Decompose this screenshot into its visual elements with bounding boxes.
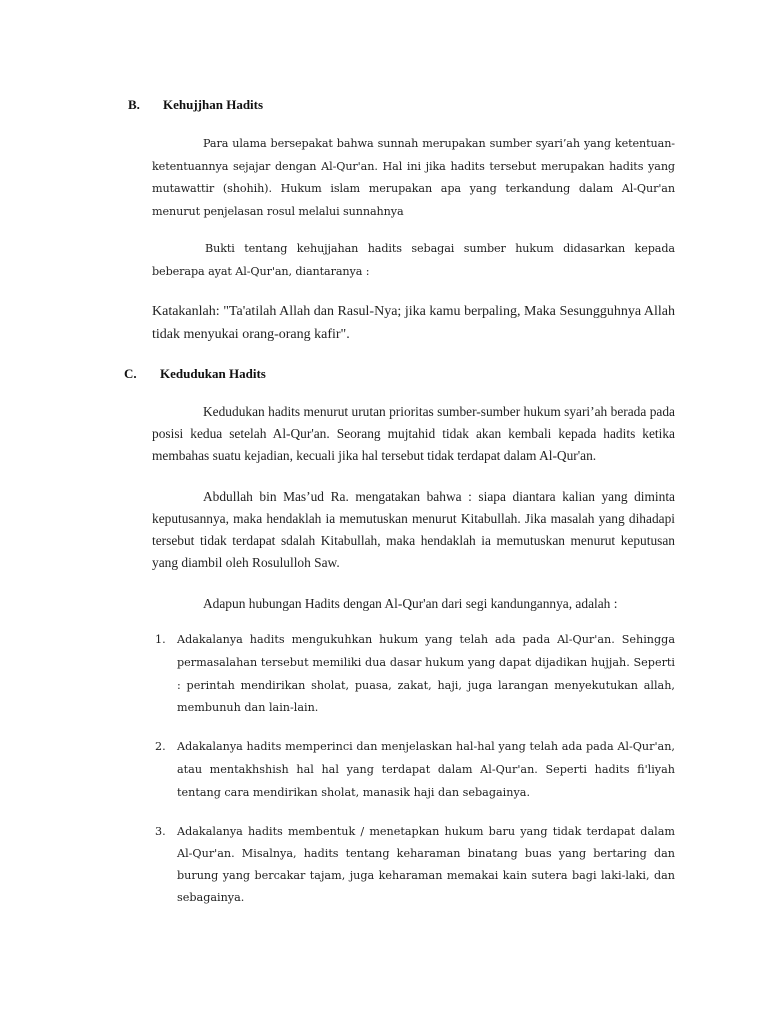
hadith-relations-list-3 bbox=[155, 821, 675, 909]
section-c-title: Kedudukan Hadits bbox=[160, 366, 266, 381]
section-b-label: B. bbox=[128, 97, 140, 112]
list-item-number: 3. bbox=[155, 825, 166, 838]
list-item-number: 2. bbox=[155, 740, 166, 753]
list-item-text: Adakalanya hadits membentuk / menetapkan hukum baru yang tidak terdapat dalam Al-Qur'an. Misalnya, hadits tentang keharaman binatang buas yang bertaring dan burung yang bercakar tajam, juga keharaman memakai kain sutera bagi laki-laki, dan sebagainya. bbox=[177, 825, 675, 904]
quran-quote: Katakanlah: "Ta'atilah Allah dan Rasul-Nya; jika kamu berpaling, Maka Sesungguhnya Allah tidak menyukai orang-orang kafir". bbox=[152, 304, 675, 342]
hadith-relations-list bbox=[155, 629, 675, 720]
list-item-text: Adakalanya hadits mengukuhkan hukum yang telah ada pada Al-Qur'an. Sehingga permasalahan tersebut memiliki dua dasar hukum yang dapat dijadikan hujjah. Seperti : perintah mendirikan sholat, puasa, zakat, haji, juga larangan menyekutukan allah, membunuh dan lain-lain. bbox=[177, 633, 675, 715]
section-b-paragraph-2: Bukti tentang kehujjahan hadits sebagai sumber hukum didasarkan kepada beberapa ayat Al-Qur'an, diantaranya : bbox=[152, 242, 675, 278]
section-b-title: Kehujjhan Hadits bbox=[163, 97, 264, 112]
section-b-paragraph-1: Para ulama bersepakat bahwa sunnah merupakan sumber syari’ah yang ketentuan-ketentuannya sejajar dengan Al-Qur'an. Hal ini jika hadits tersebut merupakan hadits yang mutawattir (shohih). Hukum islam merupakan apa yang terkandung dalam Al-Qur'an menurut penjelasan rosul melalui sunnahnya bbox=[152, 137, 675, 218]
section-c-label: C. bbox=[124, 366, 137, 381]
section-c-paragraph-3: Adapun hubungan Hadits dengan Al-Qur'an dari segi kandungannya, adalah : bbox=[203, 596, 618, 611]
section-c-paragraph-2: Abdullah bin Mas’ud Ra. mengatakan bahwa : siapa diantara kalian yang diminta keputusannya, maka hendaklah ia memutuskan menurut Kitabullah. Jika masalah yang dihadapi tersebut tidak terdapat sdalah Kitabullah, maka hendaklah ia memutuskan menurut keputusan yang diambil oleh Rosululloh Saw. bbox=[152, 489, 675, 570]
list-item-number: 1. bbox=[155, 633, 166, 646]
hadith-relations-list-2 bbox=[155, 736, 675, 804]
list-item-text: Adakalanya hadits memperinci dan menjelaskan hal-hal yang telah ada pada Al-Qur'an, atau mentakhshish hal hal yang terdapat dalam Al-Qur'an. Seperti hadits fi'liyah tentang cara mendirikan sholat, manasik haji dan sebagainya. bbox=[177, 740, 675, 799]
list-item bbox=[155, 821, 675, 909]
list-item bbox=[155, 629, 675, 720]
section-c-paragraph-1: Kedudukan hadits menurut urutan prioritas sumber-sumber hukum syari’ah berada pada posisi kedua setelah Al-Qur'an. Seorang mujtahid tidak akan kembali kepada hadits ketika membahas suatu kejadian, kecuali jika hal tersebut tidak terdapat dalam Al-Qur'an. bbox=[152, 404, 675, 463]
list-item bbox=[155, 736, 675, 804]
